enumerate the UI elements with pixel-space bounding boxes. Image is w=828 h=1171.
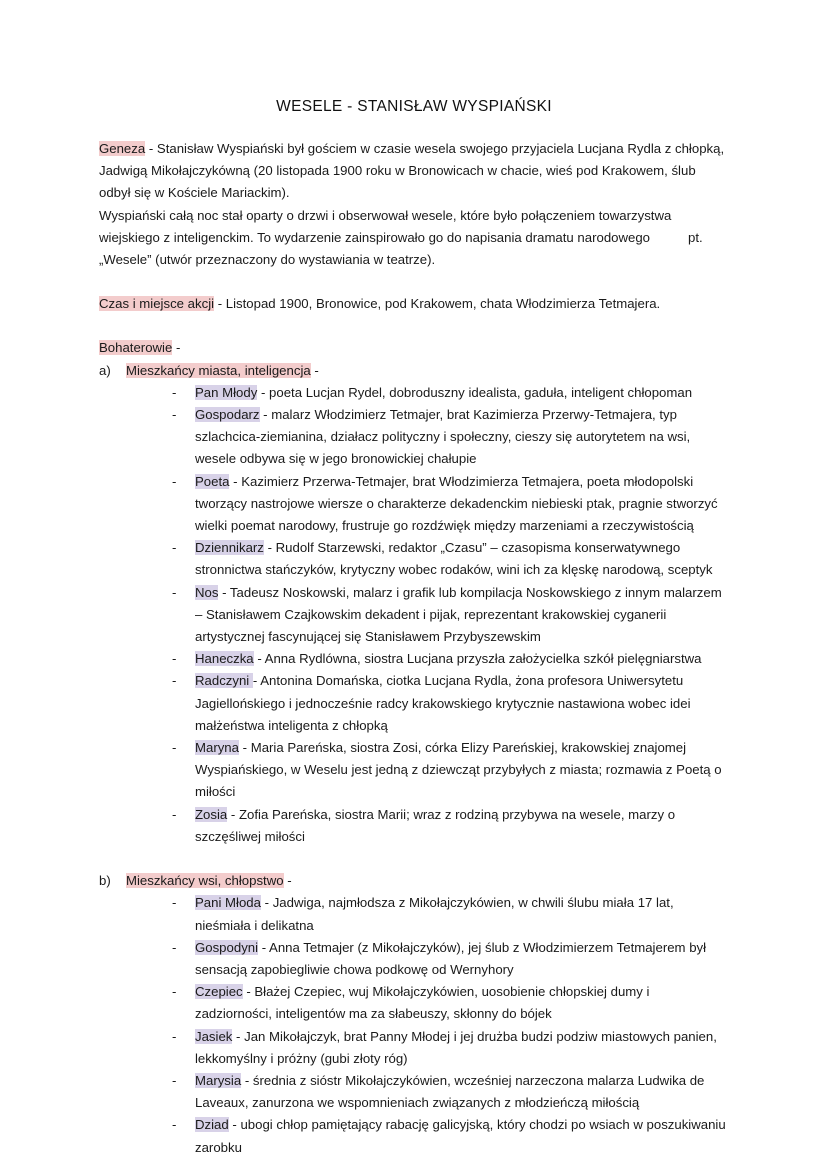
character-description: - Zofia Pareńska, siostra Marii; wraz z rodziną przybywa na wesele, marzy o szczęśliwej miłości [195, 806, 676, 844]
spacer [0, 116, 828, 138]
character-group-a [99, 360, 730, 848]
character-name: Gospodyni [195, 939, 259, 955]
character-name: Jasiek [195, 1028, 233, 1044]
paragraph-bohaterowie [99, 337, 730, 359]
geneza-label: Geneza [99, 141, 146, 156]
bullet-dash: - [172, 1028, 177, 1044]
bullet-dash: - [172, 1072, 177, 1088]
list-item [99, 737, 730, 804]
character-description: - Jadwiga, najmłodsza z Mikołajczykówien, w chwili ślubu miała 17 lat, nieśmiała i delikatna [195, 895, 674, 933]
character-description: - malarz Włodzimierz Tetmajer, brat Kazimierza Przerwy-Tetmajera, typ szlachcica-ziemianina, działacz polityczny i społeczny, cieszy się autorytetem na wsi, wesele odbywa się w jego bronowickiej chałupie [195, 407, 691, 467]
character-name: Gospodarz [195, 407, 260, 423]
character-name: Poeta [195, 473, 230, 489]
czas-i-miejsce-text: - Listopad 1900, Bronowice, pod Krakowem, chata Włodzimierza Tetmajera. [214, 296, 661, 312]
list-item [99, 648, 730, 670]
bullet-dash: - [172, 540, 177, 556]
list-item [99, 382, 730, 404]
character-description: - ubogi chłop pamiętający rabację galicyjską, który chodzi po wsiach w poszukiwaniu zarobku [195, 1117, 726, 1155]
character-name: Marysia [195, 1072, 242, 1088]
character-name: Czepiec [195, 984, 243, 1000]
group-label-a: Mieszkańcy miasta, inteligencja [126, 362, 311, 378]
group-marker-a: a) [99, 362, 111, 378]
character-description: - Antonina Domańska, ciotka Lucjana Rydla, żona profesora Uniwersytetu Jagiellońskiego i jednocześnie radcy krakowskiego krytycznie nastawiona wobec idei małżeństwa inteligenta z chłopką [195, 673, 691, 733]
group-label-b: Mieszkańcy wsi, chłopstwo [126, 873, 284, 889]
group-marker-b: b) [99, 873, 111, 889]
character-description: - Tadeusz Noskowski, malarz i grafik lub kompilacja Noskowskiego z innym malarzem – Stanisławem Czajkowskim dekadent i pijak, reprezentant krakowskiej cyganerii artystycznej fascynującej się Stanisławem Przybyszewskim [195, 584, 722, 645]
bullet-dash: - [172, 939, 177, 955]
spacer [99, 271, 730, 293]
character-description: - średnia z sióstr Mikołajczykówien, wcześniej narzeczona malarza Ludwika de Laveaux, zanurzona we wspomnieniach związanych z młodzieńczą miłością [195, 1072, 705, 1111]
geneza-text: - Stanisław Wyspiański był gościem w czasie wesela swojego przyjaciela Lucjana Rydla z chłopką, Jadwigą Mikołajczykówną (20 listopada 1900 roku w Bronowicach w chacie, wieś pod Krakowem, ślub odbył się w Kościele Mariackim). [99, 141, 725, 201]
character-description: - Anna Tetmajer (z Mikołajczyków), jej ślub z Włodzimierzem Tetmajerem był sensacją zapobiegliwie chowa podkowę od Wernyhory [195, 939, 707, 977]
list-item [99, 1070, 730, 1114]
group-heading-a [99, 360, 730, 382]
list-item [99, 404, 730, 471]
spacer [99, 315, 730, 337]
bullet-dash: - [172, 407, 177, 423]
list-item [99, 471, 730, 538]
list-item [99, 1114, 730, 1158]
character-name: Pan Młody [195, 384, 258, 400]
character-name: Pani Młoda [195, 895, 261, 911]
character-description: - Błażej Czepiec, wuj Mikołajczykówien, uosobienie chłopskiej dumy i zadziorności, inteligentów ma za słabeuszy, skłonny do bójek [195, 984, 650, 1022]
bullet-dash: - [172, 984, 177, 1000]
character-description: - Jan Mikołajczyk, brat Panny Młodej i jej drużba budzi podziw miastowych panien, lekkomyślny i próżny (gubi złoty róg) [195, 1028, 717, 1066]
bullet-dash: - [172, 740, 177, 756]
list-item [99, 537, 730, 581]
list-item [99, 892, 730, 936]
character-description: - poeta Lucjan Rydel, dobroduszny idealista, gaduła, inteligent chłopoman [257, 384, 693, 400]
spacer [99, 848, 730, 870]
list-item [99, 804, 730, 848]
group-label-a-rest: - [310, 362, 319, 378]
character-name: Dziennikarz [195, 540, 264, 556]
czas-i-miejsce-label: Czas i miejsce akcji [99, 296, 215, 312]
bullet-dash: - [172, 1117, 177, 1133]
page-title: WESELE - STANISŁAW WYSPIAŃSKI [276, 98, 552, 115]
bullet-dash: - [172, 806, 177, 822]
paragraph-geneza-continued [99, 205, 730, 272]
bohaterowie-label: Bohaterowie [99, 340, 173, 356]
group-label-b-rest: - [283, 873, 292, 889]
bullet-dash: - [172, 895, 177, 911]
bullet-dash: - [172, 673, 177, 689]
bullet-dash: - [172, 384, 177, 400]
character-name: Zosia [195, 806, 228, 822]
geneza-text-2a: Wyspiański całą noc stał oparty o drzwi i obserwował wesele, które było połączeniem towarzystwa wiejskiego z inteligenckim. To wydarzenie zainspirowało go do napisania dramatu narodowego [99, 207, 672, 245]
list-item [99, 937, 730, 981]
character-group-b [99, 870, 730, 1159]
character-name: Dziad [195, 1117, 229, 1133]
character-description: - Kazimierz Przerwa-Tetmajer, brat Włodzimierza Tetmajera, poeta młodopolski tworzący nastrojowe wiersze o charakterze dekadenckim niebieski ptak, pragnie stworzyć wielki poemat narodowy, frustruje go rozdźwięk między marzeniami a rzeczywistością [195, 473, 718, 534]
list-item [99, 582, 730, 649]
character-name: Radczyni [195, 673, 253, 689]
bullet-dash: - [172, 584, 177, 600]
paragraph-czas-i-miejsce [99, 293, 730, 315]
character-name: Maryna [195, 740, 239, 756]
group-heading-b [99, 870, 730, 892]
geneza-text-2b: pt. „Wesele” (utwór przeznaczony do wystawiania w teatrze). [99, 229, 703, 268]
bullet-dash: - [172, 651, 177, 667]
list-item [99, 1026, 730, 1070]
list-item [99, 670, 730, 737]
character-name: Haneczka [195, 651, 254, 667]
bohaterowie-text: - [172, 340, 181, 356]
paragraph-geneza [99, 138, 730, 205]
list-item [99, 981, 730, 1025]
character-description: - Anna Rydlówna, siostra Lucjana przyszła założycielka szkół pielęgniarstwa [253, 651, 702, 667]
character-description: - Maria Pareńska, siostra Zosi, córka Elizy Pareńskiej, krakowskiej znajomej Wyspiańskiego, w Weselu jest jedną z dziewcząt przybyłych z miasta; rozmawia z Poetą o miłości [195, 740, 722, 800]
document-body [0, 138, 828, 1159]
character-name: Nos [195, 584, 219, 600]
bullet-dash: - [172, 473, 177, 489]
character-description: - Rudolf Starzewski, redaktor „Czasu” – czasopisma konserwatywnego stronnictwa stańczyków, krytyczny wobec rodaków, wini ich za klęskę narodową, sceptyk [195, 540, 713, 578]
